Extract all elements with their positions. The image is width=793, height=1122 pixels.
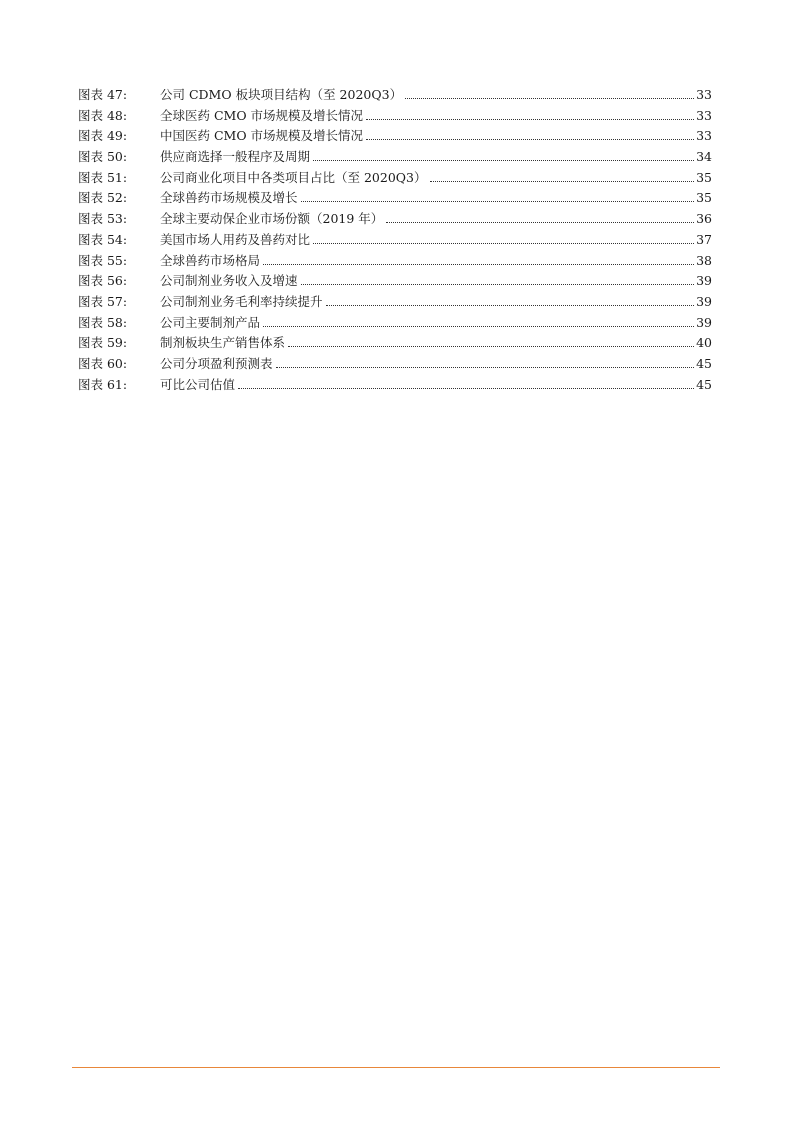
toc-entry-title: 供应商选择一般程序及周期: [160, 149, 311, 165]
toc-entry-number: 图表 58:: [78, 314, 128, 330]
toc-entry-page: 37: [696, 231, 712, 247]
toc-entry-title: 全球兽药市场格局: [160, 252, 261, 268]
toc-entry-number: 图表 49:: [78, 128, 128, 144]
toc-entry-title: 公司制剂业务收入及增速: [160, 273, 298, 289]
toc-entry-page: 40: [696, 335, 712, 351]
toc-entry-title: 公司制剂业务毛利率持续提升: [160, 293, 323, 309]
toc-entry-title: 公司 CDMO 板块项目结构（至 2020Q3）: [160, 87, 403, 102]
toc-entry[interactable]: [78, 271, 712, 292]
toc-entry-number: 图表 57:: [78, 293, 128, 309]
toc-entry-page: 39: [696, 273, 712, 289]
toc-entry-title: 公司主要制剂产品: [160, 314, 261, 330]
toc-entry[interactable]: [78, 126, 712, 147]
toc-entry-number: 图表 53:: [78, 211, 128, 227]
toc-entry[interactable]: [78, 313, 712, 334]
toc-entry-number: 图表 51:: [78, 169, 128, 185]
toc-entry-title: 公司分项盈利预测表: [160, 355, 273, 371]
toc-entry-title: 可比公司估值: [160, 376, 236, 392]
toc-entry[interactable]: [78, 354, 712, 375]
toc-entry-number: 图表 61:: [78, 376, 128, 392]
toc-entry-number: 图表 52:: [78, 190, 128, 206]
dot-leader: [263, 263, 694, 265]
toc-entry-page: 36: [696, 211, 712, 227]
dot-leader: [263, 325, 694, 327]
toc-entry[interactable]: [78, 85, 712, 106]
toc-entry-page: 39: [696, 314, 712, 330]
toc-entry-page: 45: [696, 376, 712, 392]
toc-entry-page: 34: [696, 149, 712, 165]
footer-rule: [72, 1067, 720, 1068]
toc-entry-title: 中国医药 CMO 市场规模及增长情况: [160, 128, 364, 144]
dot-leader: [313, 242, 694, 244]
toc-entry[interactable]: [78, 333, 712, 354]
dot-leader: [276, 366, 695, 368]
toc-entry-page: 33: [696, 128, 712, 144]
toc-entry-number: 图表 59:: [78, 335, 128, 351]
dot-leader: [366, 138, 694, 140]
toc-entry-title: 全球主要动保企业市场份额（2019 年）: [160, 211, 384, 227]
dot-leader: [326, 304, 695, 306]
dot-leader: [301, 200, 695, 202]
toc-entry-title: 美国市场人用药及兽药对比: [160, 231, 311, 247]
toc-entry-page: 33: [696, 87, 712, 102]
toc-entry-page: 35: [696, 190, 712, 206]
dot-leader: [366, 118, 694, 120]
toc-entry[interactable]: [78, 147, 712, 168]
toc-entry[interactable]: [78, 209, 712, 230]
dot-leader: [313, 159, 694, 161]
dot-leader: [238, 387, 694, 389]
toc-entry-page: 39: [696, 293, 712, 309]
toc-entry[interactable]: [78, 106, 712, 127]
toc-entry[interactable]: [78, 292, 712, 313]
toc-entry-number: 图表 50:: [78, 149, 128, 165]
toc-entry[interactable]: [78, 375, 712, 396]
toc-entry-page: 35: [696, 169, 712, 185]
toc-entry-page: 45: [696, 355, 712, 371]
toc-entry[interactable]: [78, 188, 712, 209]
toc-entry-number: 图表 60:: [78, 355, 128, 371]
toc-entry-number: 图表 48:: [78, 107, 128, 123]
toc-entry-page: 38: [696, 252, 712, 268]
dot-leader: [288, 345, 694, 347]
toc-entry-number: 图表 47:: [78, 87, 128, 102]
dot-leader: [405, 97, 694, 99]
dot-leader: [386, 221, 694, 223]
toc-entry-title: 制剂板块生产销售体系: [160, 335, 286, 351]
toc-entry-title: 公司商业化项目中各类项目占比（至 2020Q3）: [160, 169, 427, 185]
toc-entry-title: 全球医药 CMO 市场规模及增长情况: [160, 107, 364, 123]
toc-entry-page: 33: [696, 107, 712, 123]
dot-leader: [430, 180, 695, 182]
toc-entry-number: 图表 55:: [78, 252, 128, 268]
toc-entry[interactable]: [78, 251, 712, 272]
toc-entry[interactable]: [78, 168, 712, 189]
figure-list: [78, 85, 712, 395]
toc-entry-number: 图表 56:: [78, 273, 128, 289]
toc-entry-title: 全球兽药市场规模及增长: [160, 190, 298, 206]
toc-entry[interactable]: [78, 230, 712, 251]
dot-leader: [301, 283, 695, 285]
toc-entry-number: 图表 54:: [78, 231, 128, 247]
